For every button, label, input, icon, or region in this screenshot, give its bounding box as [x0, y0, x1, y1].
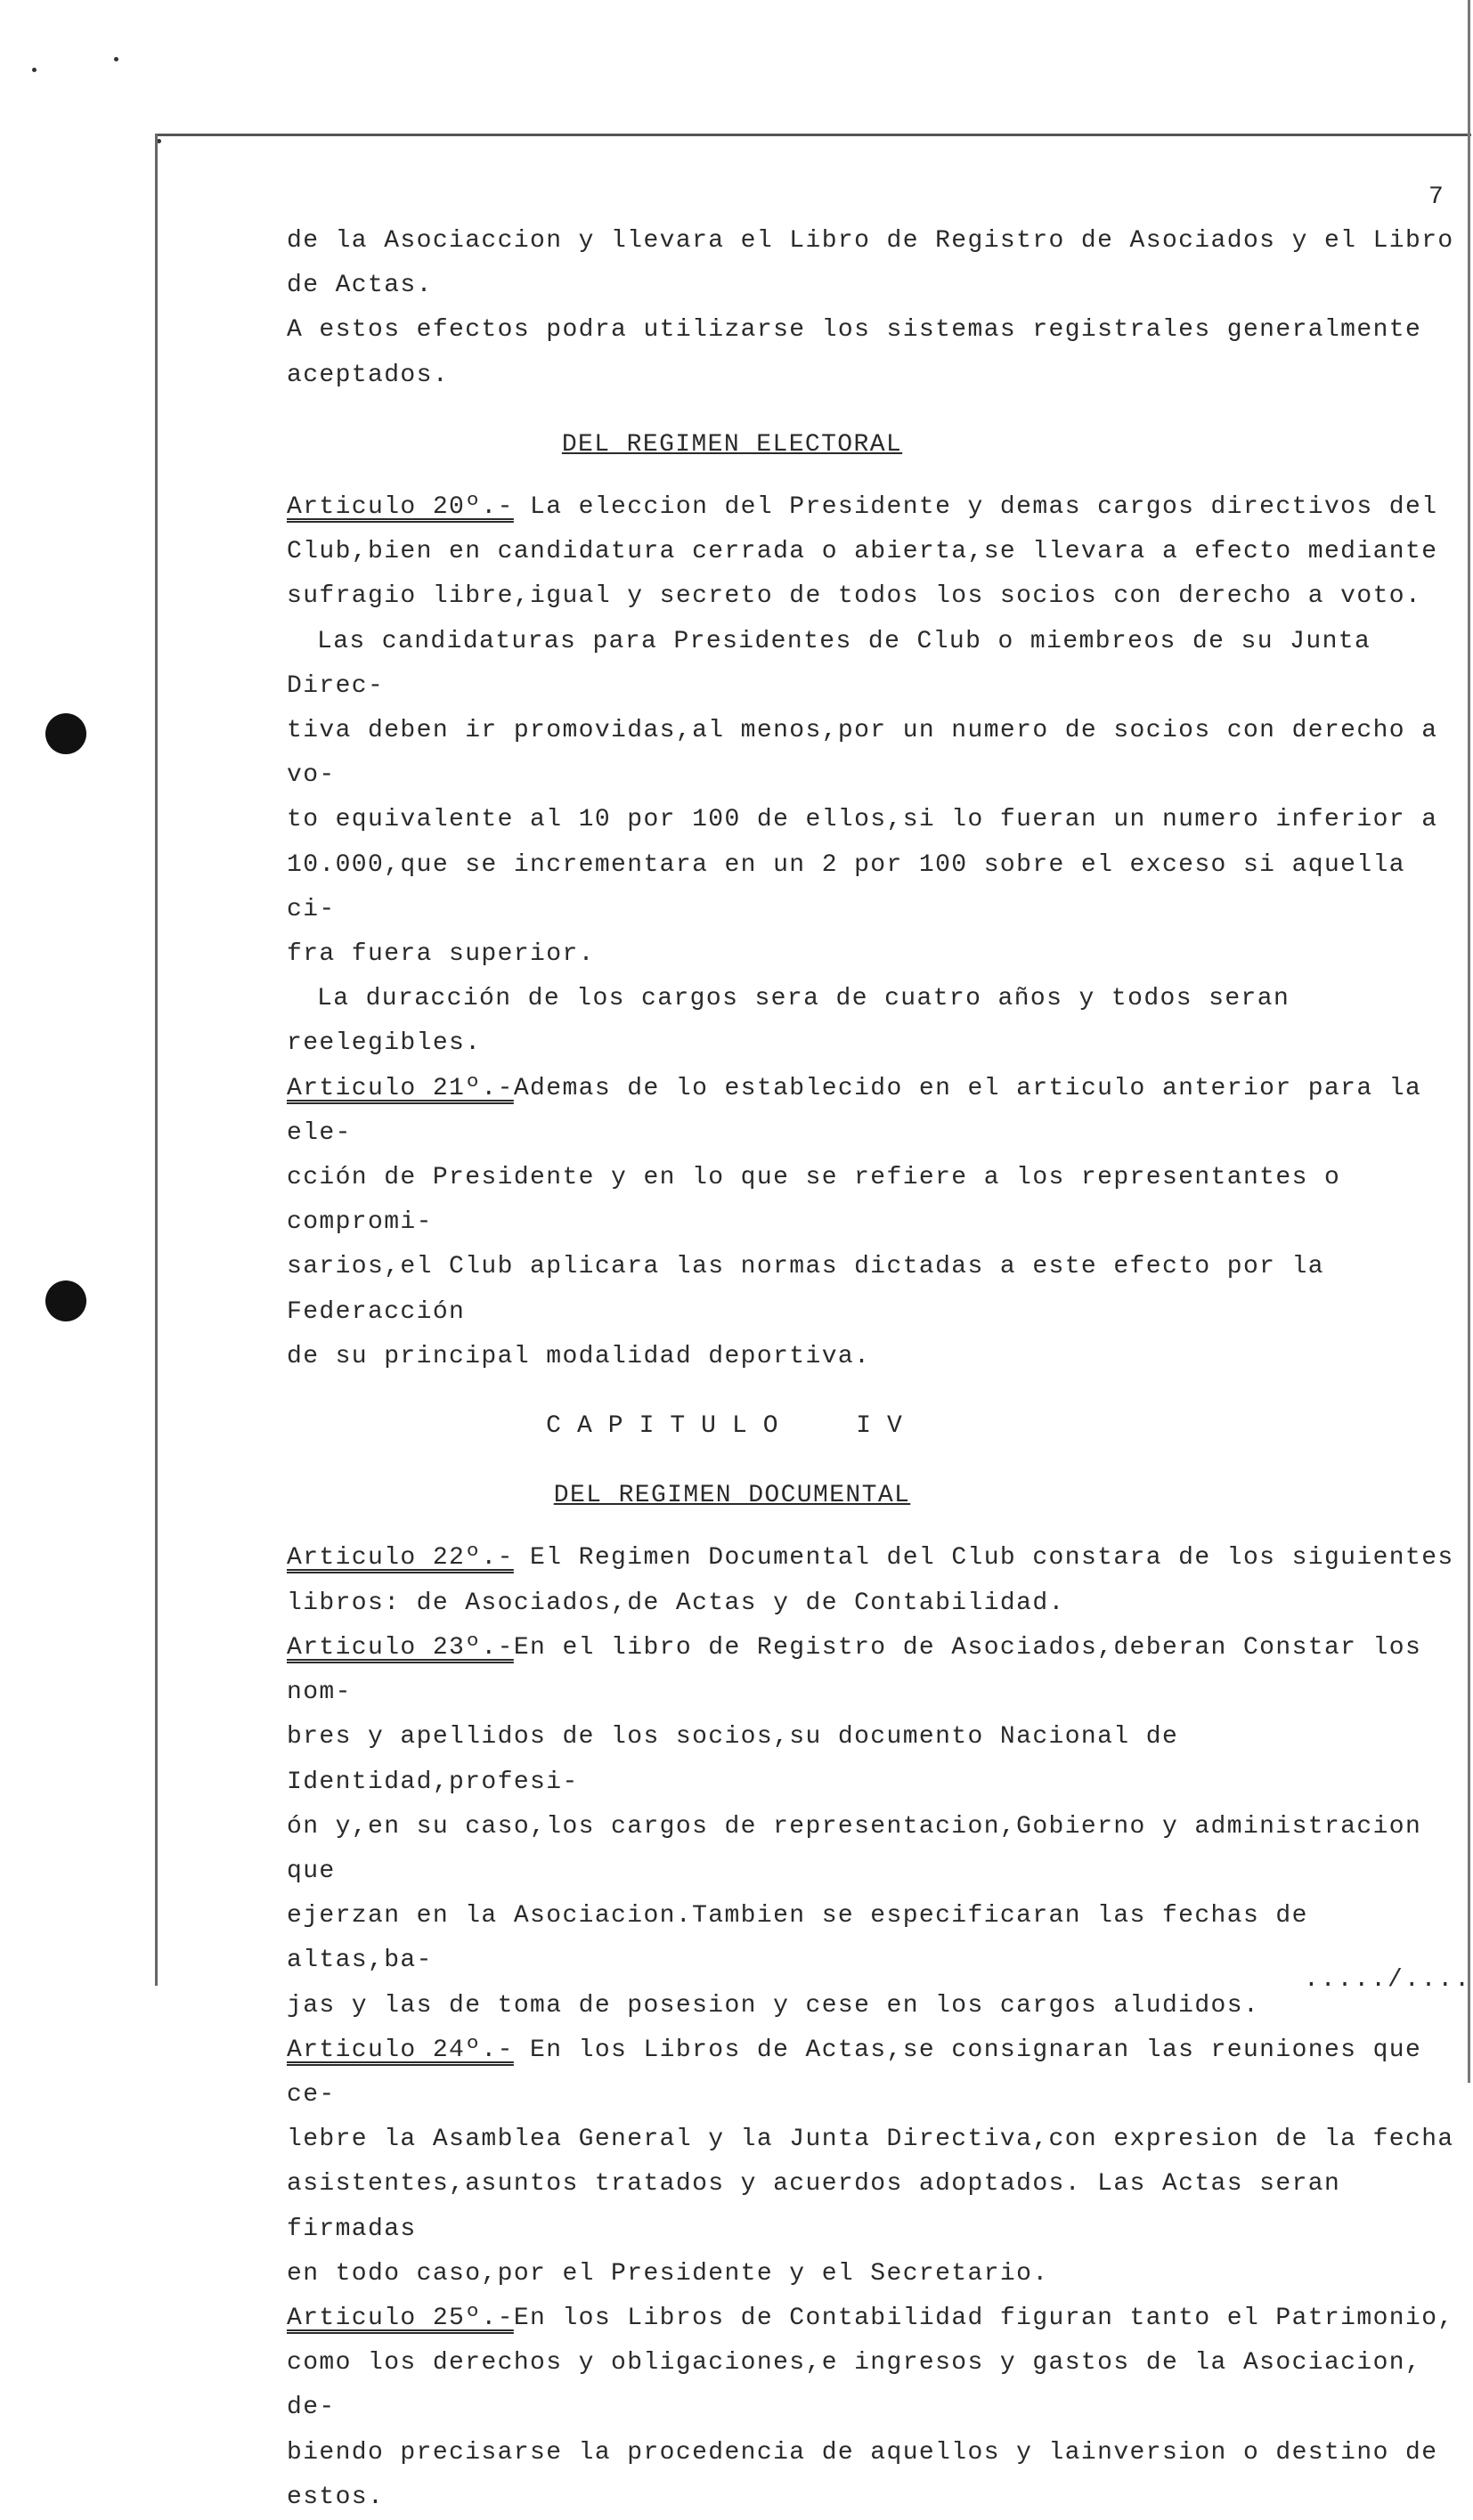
body-line: La duracción de los cargos sera de cuatro años y todos seran reelegibles. — [287, 985, 1306, 1058]
scan-speck — [114, 57, 118, 61]
body-line: sufragio libre,igual y secreto de todos los socios con derecho a voto. — [287, 582, 1422, 611]
page-border-left — [155, 134, 158, 1986]
chapter-title: CAPITULO — [546, 1412, 794, 1441]
body-line: aceptados. — [287, 361, 450, 389]
article-20 — [287, 485, 1462, 530]
chapter-heading — [287, 1404, 1177, 1449]
section-heading-electoral: DEL REGIMEN ELECTORAL — [561, 430, 903, 459]
body-line: como los derechos y obligaciones,e ingresos y gastos de la Asociacion, de- — [287, 2349, 1438, 2422]
body-line: 10.000,que se incrementara en un 2 por 100 sobre el exceso si aquella ci- — [287, 850, 1422, 923]
article-22 — [287, 1536, 1462, 1581]
article-text: El Regimen Documental del Club constara de los siguientes — [513, 1544, 1454, 1573]
body-line: A estos efectos podra utilizarse los sistemas registrales generalmente — [287, 316, 1422, 345]
article-24 — [287, 2028, 1462, 2118]
body-line: bres y apellidos de los socios,su documento Nacional de Identidad,profesi- — [287, 1723, 1195, 1796]
body-line: fra fuera superior. — [287, 940, 595, 969]
article-label: Articulo 25º.- — [287, 2304, 514, 2332]
body-line: de la Asociaccion y llevara el Libro de Registro de Asociados y el Libro — [287, 227, 1454, 255]
body-line: en todo caso,por el Presidente y el Secretario. — [287, 2259, 1049, 2288]
article-label: Articulo 24º.- — [287, 2036, 514, 2064]
chapter-number: IV — [856, 1412, 918, 1441]
punch-hole-upper — [45, 713, 86, 754]
body-line: de Actas. — [287, 272, 433, 300]
body-line: jas y las de toma de posesion y cese en los cargos aludidos. — [287, 1991, 1260, 2020]
body-line: cción de Presidente y en lo que se refiere a los representantes o compromi- — [287, 1164, 1357, 1237]
article-label: Articulo 23º.- — [287, 1633, 514, 1662]
body-line: de su principal modalidad deportiva. — [287, 1342, 871, 1370]
body-line: Las candidaturas para Presidentes de Club o miembreos de su Junta Direc- — [287, 627, 1388, 700]
article-text: En el libro de Registro de Asociados,deberan Constar los nom- — [287, 1633, 1438, 1707]
section-heading-documental: DEL REGIMEN DOCUMENTAL — [553, 1482, 911, 1510]
article-label: Articulo 20º.- — [287, 493, 514, 522]
article-25 — [287, 2296, 1462, 2341]
body-line: tiva deben ir promovidas,al menos,por un numero de socios con derecho a vo- — [287, 717, 1454, 790]
scan-speck — [32, 68, 37, 72]
article-21 — [287, 1067, 1462, 1156]
body-line: estos. — [287, 2483, 385, 2511]
page-border-right — [1468, 0, 1470, 2083]
page-border-top — [157, 134, 1471, 136]
body-line: libros: de Asociados,de Actas y de Contabilidad. — [287, 1589, 1065, 1617]
article-23 — [287, 1626, 1462, 1715]
document-body — [287, 219, 1462, 2520]
body-line: asistentes,asuntos tratados y acuerdos adoptados. Las Actas seran firmadas — [287, 2170, 1357, 2243]
body-line: lebre la Asamblea General y la Junta Directiva,con expresion de la fecha — [287, 2126, 1454, 2154]
body-line: ejerzan en la Asociacion.Tambien se especificaran las fechas de altas,ba- — [287, 1902, 1324, 1975]
body-line: Club,bien en candidatura cerrada o abierta,se llevara a efecto mediante — [287, 538, 1438, 566]
article-text: La eleccion del Presidente y demas cargos directivos del — [513, 493, 1438, 522]
article-text: Ademas de lo establecido en el articulo anterior para la ele- — [287, 1074, 1438, 1147]
body-line: to equivalente al 10 por 100 de ellos,si lo fueran un numero inferior a — [287, 806, 1438, 834]
article-text: En los Libros de Contabilidad figuran tanto el Patrimonio, — [513, 2304, 1454, 2332]
article-label: Articulo 22º.- — [287, 1544, 514, 1573]
punch-hole-lower — [45, 1280, 86, 1321]
page-number: 7 — [1428, 183, 1444, 211]
body-line: ón y,en su caso,los cargos de representacion,Gobierno y administracion que — [287, 1812, 1438, 1885]
article-text: En los Libros de Actas,se consignaran las reuniones que ce- — [287, 2036, 1438, 2109]
body-line: biendo precisarse la procedencia de aquellos y lainversion o destino de — [287, 2438, 1438, 2467]
article-label: Articulo 21º.- — [287, 1074, 514, 1102]
body-line: sarios,el Club aplicara las normas dictadas a este efecto por la Federacción — [287, 1253, 1341, 1326]
continuation-mark: ...../.... — [1304, 1966, 1472, 1994]
